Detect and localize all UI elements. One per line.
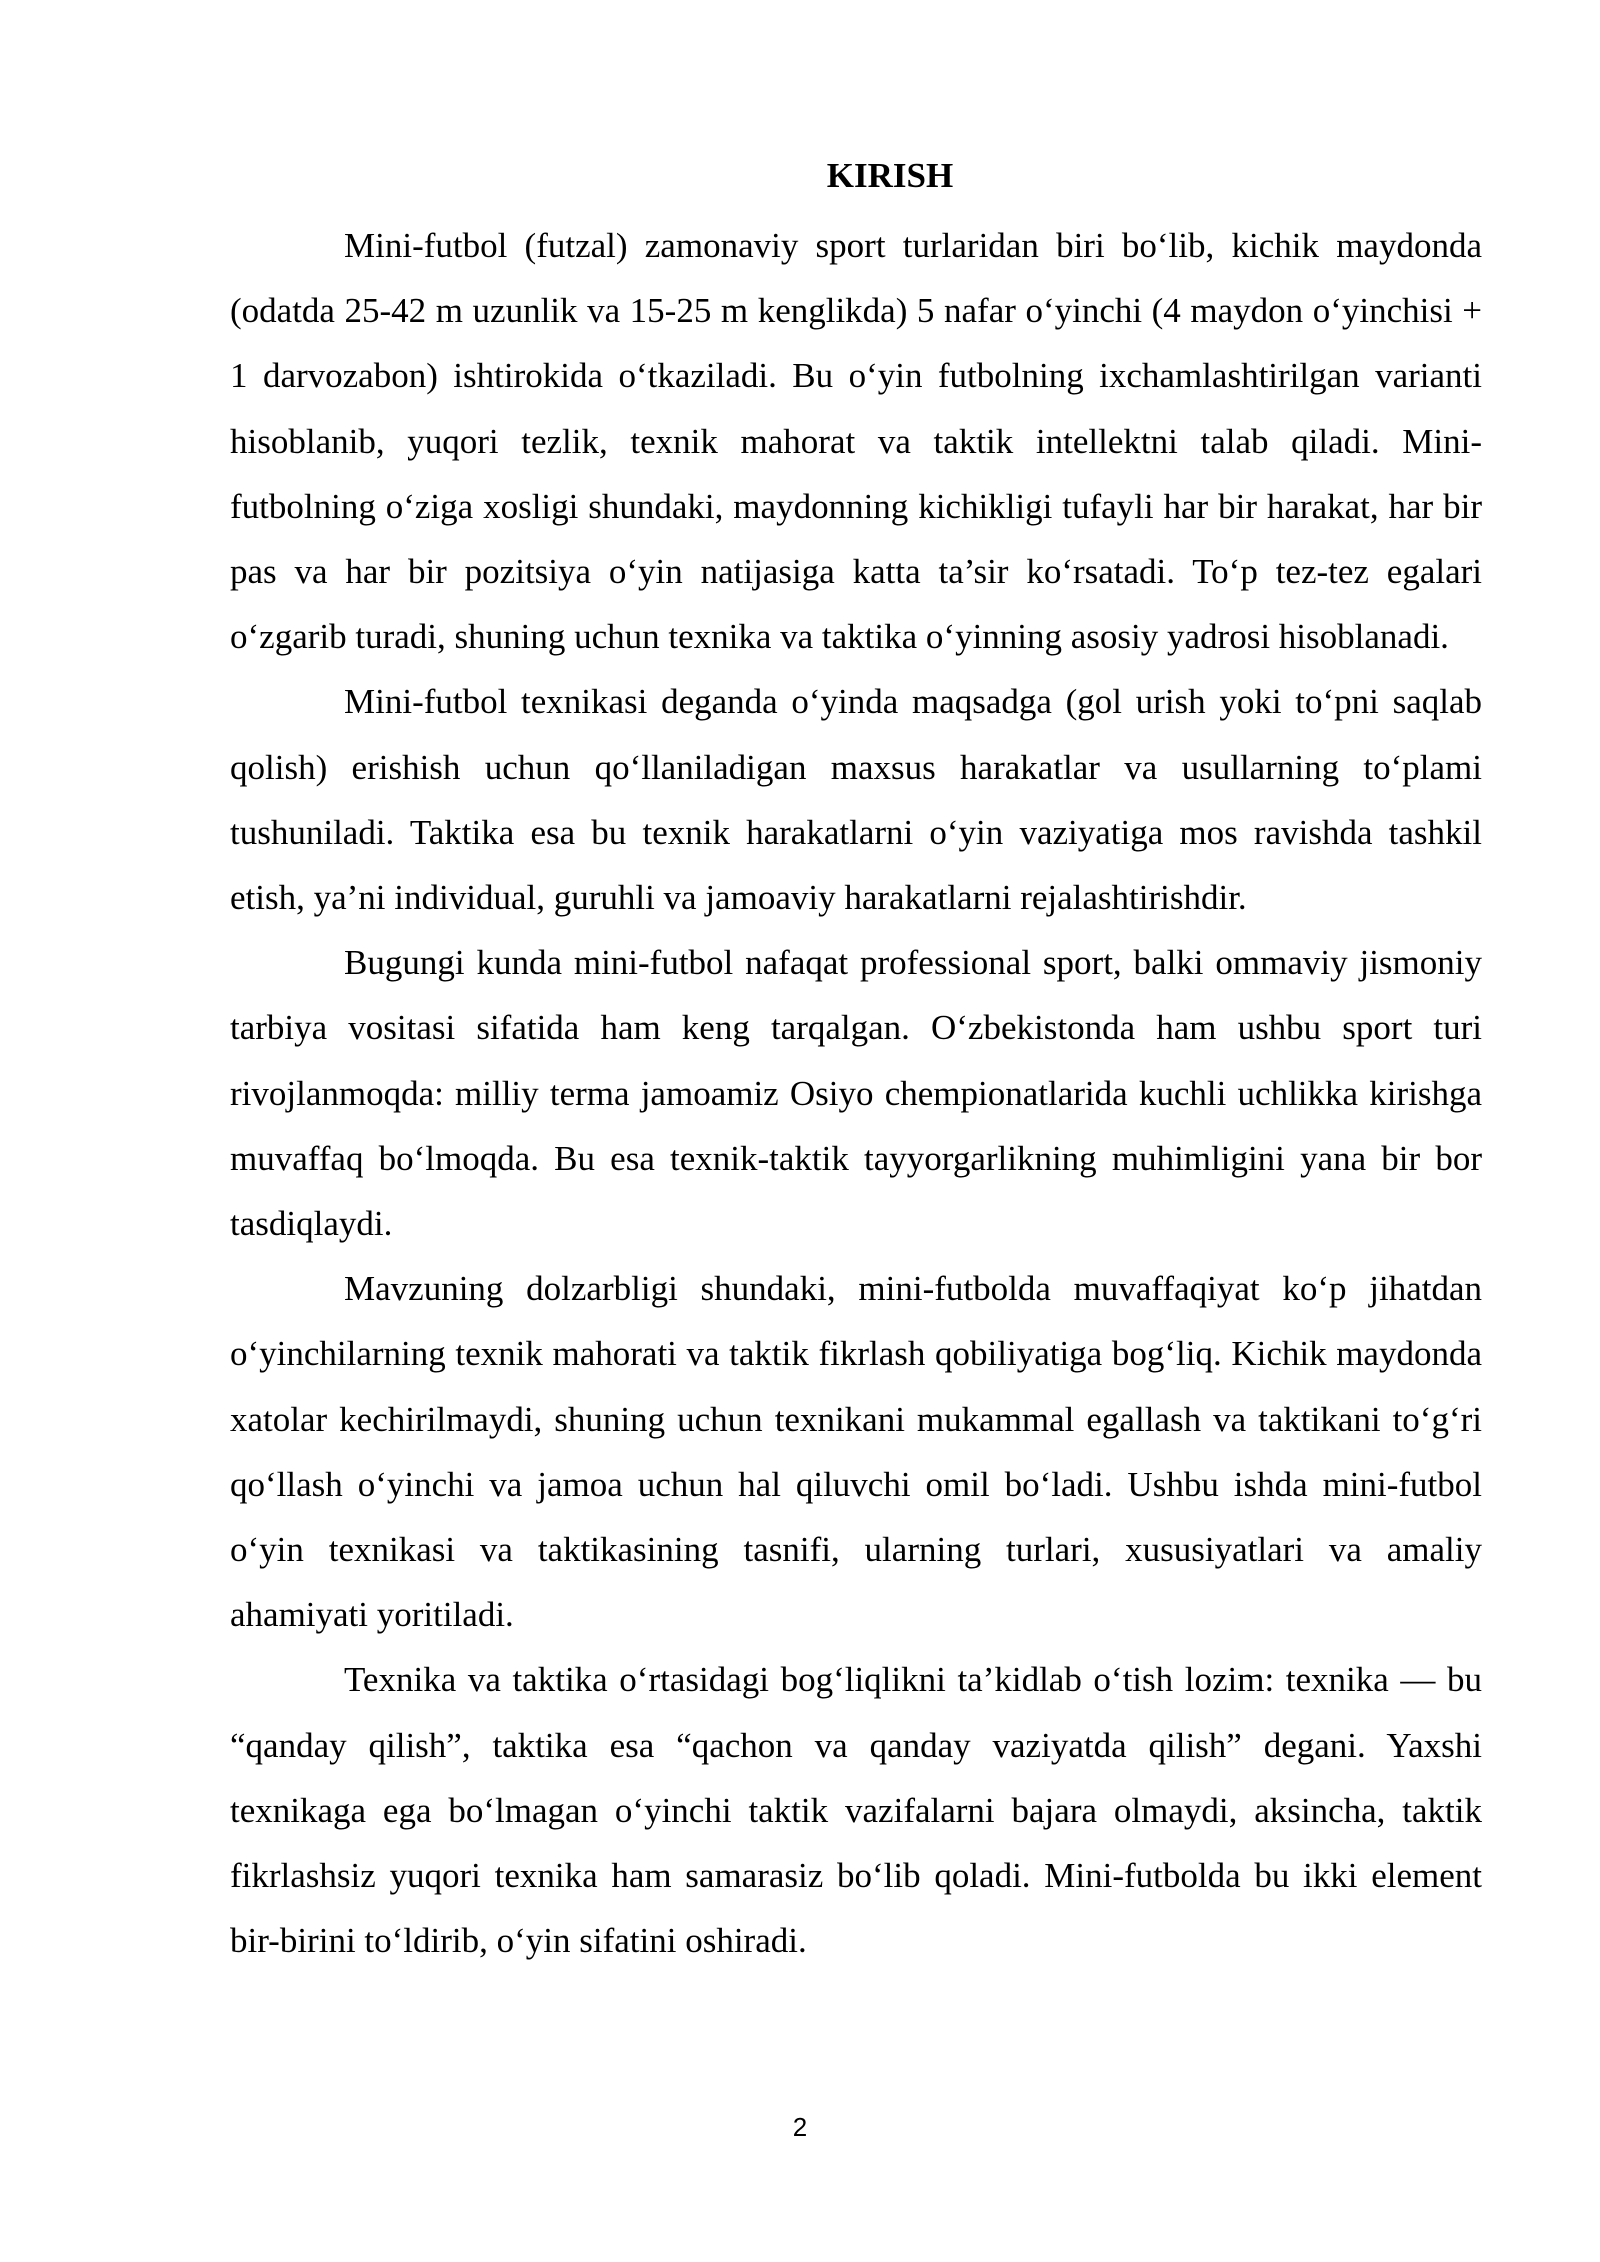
paragraph-1: Mini-futbol (futzal) zamonaviy sport turlaridan biri bo‘lib, kichik maydonda (odatda 25-42 m uzunlik va 15-25 m kenglikda) 5 nafar o‘yinchi (4 maydon o‘yinchisi + 1 darvozabon) ishtirokida o‘tkaziladi. Bu o‘yin futbolning ixchamlashtirilgan varianti hisoblanib, yuqori tezlik, texnik mahorat va taktik intellektni talab qiladi. Mini-futbolning o‘ziga xosligi shundaki, maydonning kichikligi tufayli har bir harakat, har bir pas va har bir pozitsiya o‘yin natijasiga katta ta’sir ko‘rsatadi. To‘p tez-tez egalari o‘zgarib turadi, shuning uchun texnika va taktika o‘yinning asosiy yadrosi hisoblanadi. <box>230 226 1482 657</box>
paragraph-5: Texnika va taktika o‘rtasidagi bog‘liqlikni ta’kidlab o‘tish lozim: texnika — bu “qanday qilish”, taktika esa “qachon va qanday vaziyatda qilish” degani. Yaxshi texnikaga ega bo‘lmagan o‘yinchi taktik vazifalarni bajara olmaydi, aksincha, taktik fikrlashsiz yuqori texnika ham samarasiz bo‘lib qoladi. Mini-futbolda bu ikki element bir-birini to‘ldirib, o‘yin sifatini oshiradi. <box>230 1660 1482 1961</box>
section-heading: KIRISH <box>826 156 954 195</box>
text-column <box>230 148 1482 1973</box>
paragraph-2: Mini-futbol texnikasi deganda o‘yinda maqsadga (gol urish yoki to‘pni saqlab qolish) erishish uchun qo‘llaniladigan maxsus harakatlar va usullarning to‘plami tushuniladi. Taktika esa bu texnik harakatlarni o‘yin vaziyatiga mos ravishda tashkil etish, ya’ni individual, guruhli va jamoaviy harakatlarni rejalashtirishdir. <box>230 682 1482 918</box>
page-number: 2 <box>792 2112 808 2142</box>
paragraph-3: Bugungi kunda mini-futbol nafaqat professional sport, balki ommaviy jismoniy tarbiya vositasi sifatida ham keng tarqalgan. O‘zbekistonda ham ushbu sport turi rivojlanmoqda: milliy terma jamoamiz Osiyo chempionatlarida kuchli uchlikka kirishga muvaffaq bo‘lmoqda. Bu esa texnik-taktik tayyorgarlikning muhimligini yana bir bor tasdiqlaydi. <box>230 943 1482 1244</box>
paragraph-4: Mavzuning dolzarbligi shundaki, mini-futbolda muvaffaqiyat ko‘p jihatdan o‘yinchilarning texnik mahorati va taktik fikrlash qobiliyatiga bog‘liq. Kichik maydonda xatolar kechirilmaydi, shuning uchun texnikani mukammal egallash va taktikani to‘g‘ri qo‘llash o‘yinchi va jamoa uchun hal qiluvchi omil bo‘ladi. Ushbu ishda mini-futbol o‘yin texnikasi va taktikasining tasnifi, ularning turlari, xususiyatlari va amaliy ahamiyati yoritiladi. <box>230 1269 1482 1635</box>
